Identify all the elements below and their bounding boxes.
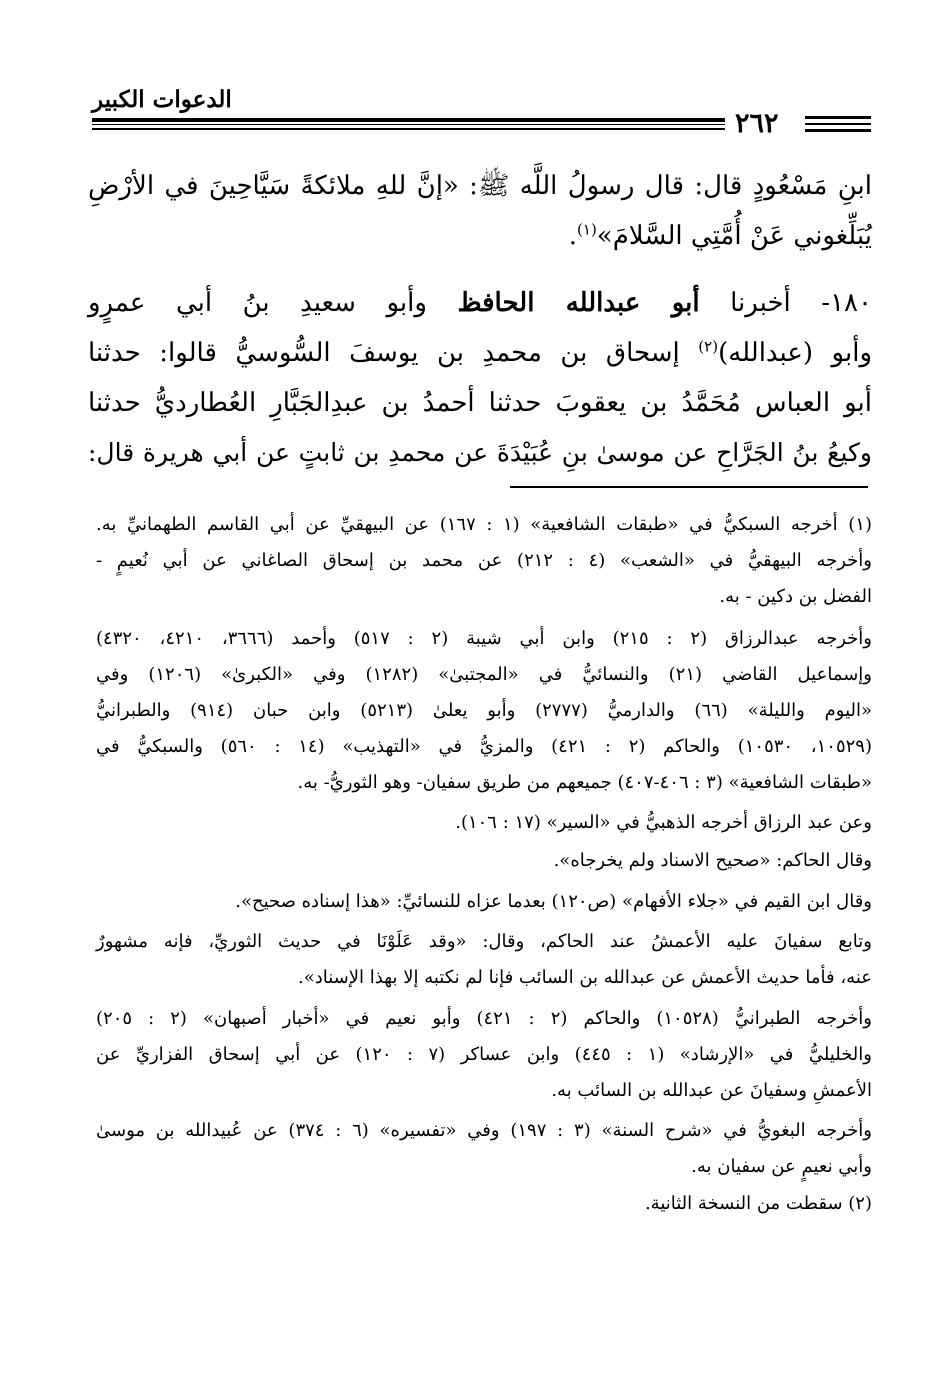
footnote-line: وتابع سفيانَ عليه الأعمشُ عند الحاكم، وقال: «وقد عَلَوْنَا في حديث الثوريِّ، فإنه مشهورٌ [96,931,872,952]
footnote-line: (١) أخرجه السبكيُّ في «طبقات الشافعية» (١ : ١٦٧) عن البيهقيِّ عن أبي القاسم الطهمانيِّ به. [96,514,872,535]
footnote-line: وأخرجه البيهقيُّ في «الشعب» (٤ : ٢١٢) عن محمد بن إسحاق الصاغاني عن أبي نُعيمٍ - [96,550,872,571]
footnote-ref-1: (١) [577,220,597,239]
main-text-line-1: ابنِ مَسْعُودٍ قال: قال رسولُ اللَّه ﷺ: «إنَّ للهِ ملائكةً سَيَّاحِينَ في الأرْضِ [88,171,872,201]
narrator-bold: أبو عبدالله الحافظ [457,288,700,318]
footnote-line: «طبقات الشافعية» (٣ : ٤٠٦-٤٠٧) جميعهم من طريق سفيان- وهو الثوريُّ- به. [297,772,872,793]
main-text-line-3 [88,280,872,326]
footnote-line: وإسماعيل القاضي (٢١) والنسائيُّ في «المجتبىٰ» (١٢٨٢) وفي «الكبرىٰ» (١٢٠٦) وفي [96,664,872,685]
main-text-line-2-body: يُبَلِّغوني عَنْ أُمَّتِي السَّلامَ» [596,221,872,251]
footnote-line: وقال ابن القيم في «جلاء الأفهام» (ص١٢٠) بعدما عزاه للنسائيِّ: «هذا إسناده صحيح». [235,891,872,912]
footnote-line: وأخرجه عبدالرزاق (٢ : ٢١٥) وابن أبي شيبة (٢ : ٥١٧) وأحمد (٣٦٦٦، ٤٢١٠، ٤٣٢٠) [96,628,872,649]
main-text-line-2-end: . [568,221,578,251]
header-rule-long-inner [92,124,725,125]
main-text-line-6: وكيعُ بنُ الجَرَّاحِ عن موسىٰ بنِ عُبَيْدَةَ عن محمدِ بن ثابتٍ عن أبي هريرة قال: [88,438,872,467]
footnote-line: الأعمشِ وسفيانَ عن عبدالله بن السائب به. [551,1080,872,1101]
page-number: ٢٦٢ [735,108,779,139]
footnote-line: «اليوم والليلة» (٦٦) والدارميُّ (٢٧٧٧) وأبو يعلىٰ (٥٢١٣) وابن حبان (٩١٤) والطبرانيُّ [96,700,873,721]
footnote-line: (٢) سقطت من النسخة الثانية. [644,1193,872,1214]
main-text-line-3-b: وأبو سعيدِ بنُ أبي عمرٍو [88,288,427,318]
main-text-line-4-a: وأبو (عبدالله) [718,338,873,368]
main-text-line-2 [88,213,872,259]
footnote-ref-2: (٢) [698,337,719,356]
footnote-line: عنه، فأما حديث الأعمش عن عبدالله بن السائب فإنا لم نكتبه إلا بهذا الإسناد». [298,967,872,988]
main-text-line-4-b: إسحاق بن محمدِ بن يوسفَ السُّوسيُّ قالوا: حدثنا [88,338,680,368]
footnote-line: والخليليُّ في «الإرشاد» (١ : ٤٤٥) وابن عساكر (٧ : ١٢٠) عن أبي إسحاق الفزاريِّ عن [96,1044,872,1065]
footnote-line: وقال الحاكم: «صحيح الاسناد ولم يخرجاه». [553,850,872,871]
footnote-line: (١٠٥٢٩، ١٠٥٣٠) والحاكم (٢ : ٤٢١) والمزيُّ في «التهذيب» (١٤ : ٥٦٠) والسبكيُّ في [96,736,872,757]
footnote-line: الفضل بن دكين - به. [719,586,872,607]
footnote-line: وعن عبد الرزاق أخرجه الذهبيُّ في «السير» (١٧ : ١٠٦). [455,812,872,833]
header-rule-short-inner [805,123,871,125]
hadith-number: ١٨٠- [821,288,872,318]
footnote-separator [510,486,868,488]
footnote-line: وأخرجه الطبرانيُّ (١٠٥٢٨) والحاكم (٢ : ٤٢١) وأبو نعيم في «أخبار أصبهان» (٢ : ٢٠٥) [96,1008,872,1029]
main-text-line-5: أبو العباس مُحَمَّدُ بن يعقوبَ حدثنا أحمدُ بن عبدِالجَبَّارِ العُطارديُّ حدثنا [88,388,872,418]
main-text-line-4 [88,330,872,376]
footnote-line: وأخرجه البغويُّ في «شرح السنة» (٣ : ١٩٧) وفي «تفسيره» (٦ : ٣٧٤) عن عُبيدالله بن موسىٰ [96,1120,872,1141]
footnote-line: وأبي نعيمٍ عن سفيان به. [691,1156,872,1177]
main-text-line-3-a: أخبرنا [730,288,791,318]
running-header-title: الدعوات الكبير [92,86,232,113]
